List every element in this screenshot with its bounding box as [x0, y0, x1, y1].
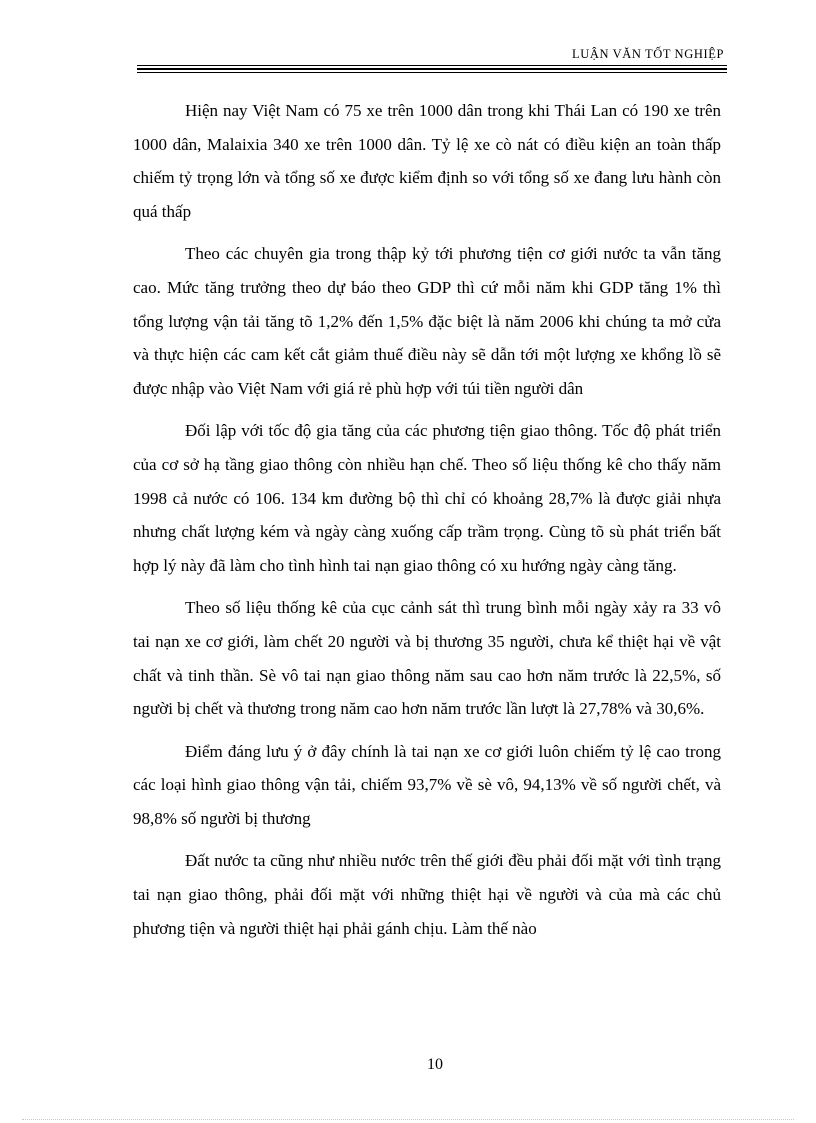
- header-rule-top: [137, 65, 727, 66]
- header-rule-middle: [137, 68, 727, 70]
- paragraph-vehicle-density: Hiện nay Việt Nam có 75 xe trên 1000 dân trong khi Thái Lan có 190 xe trên 1000 dân, Malaixia 340 xe trên 1000 dân. Tỷ lệ xe cò nát có điều kiện an toàn thấp chiếm tỷ trọng lớn và tổng số xe được kiểm định so với tổng số xe đang lưu hành còn quá thấp: [133, 101, 721, 221]
- body-text: [133, 94, 721, 954]
- paragraph-infrastructure: Đối lập với tốc độ gia tăng của các phương tiện giao thông. Tốc độ phát triển của cơ sở hạ tầng giao thông còn nhiều hạn chế. Theo số liệu thống kê cho thấy năm 1998 cả nước có 106. 134 km đường bộ thì chỉ có khoảng 28,7% là được giải nhựa nhưng chất lượng kém và ngày càng xuống cấp trầm trọng. Cùng tõ sù phát triển bất hợp lý này đã làm cho tình hình tai nạn giao thông có xu hướng ngày càng tăng.: [133, 421, 721, 575]
- header-rule-bottom: [137, 72, 727, 73]
- paragraph-accident-statistics: Theo số liệu thống kê của cục cảnh sát thì trung bình mỗi ngày xảy ra 33 vô tai nạn xe cơ giới, làm chết 20 người và bị thương 35 người, chưa kể thiệt hại về vật chất và tinh thần. Sè vô tai nạn giao thông năm sau cao hơn năm trước là 22,5%, số người bị chết và thương trong năm cao hơn năm trước lần lượt là 27,78% và 30,6%.: [133, 598, 721, 719]
- paragraph-growth-forecast: Theo các chuyên gia trong thập kỷ tới phương tiện cơ giới nước ta vẫn tăng cao. Mức tăng trưởng theo dự báo theo GDP thì cứ mỗi năm khi GDP tăng 1% thì tổng lượng vận tải tăng tõ 1,2% đến 1,5% đặc biệt là năm 2006 khi chúng ta mở cửa và thực hiện các cam kết cắt giảm thuế điều này sẽ dẫn tới một lượng xe khổng lồ sẽ được nhập vào Việt Nam với giá rẻ phù hợp với túi tiền người dân: [133, 244, 721, 398]
- page-number: 10: [427, 1056, 443, 1073]
- paragraph-conclusion-start: Đất nước ta cũng như nhiều nước trên thế giới đều phải đối mặt với tình trạng tai nạn giao thông, phải đối mặt với những thiệt hại về người và của mà các chủ phương tiện và người thiệt hại phải gánh chịu. Làm thế nào: [133, 851, 721, 938]
- running-header-title: LUẬN VĂN TỐT NGHIỆP: [571, 47, 724, 61]
- paragraph-motor-vehicle-share: Điểm đáng lưu ý ở đây chính là tai nạn xe cơ giới luôn chiếm tỷ lệ cao trong các loại hình giao thông vận tải, chiếm 93,7% về sè vô, 94,13% về số người chết, và 98,8% số người bị thương: [133, 741, 721, 828]
- footer-dotted-divider: [22, 1119, 794, 1120]
